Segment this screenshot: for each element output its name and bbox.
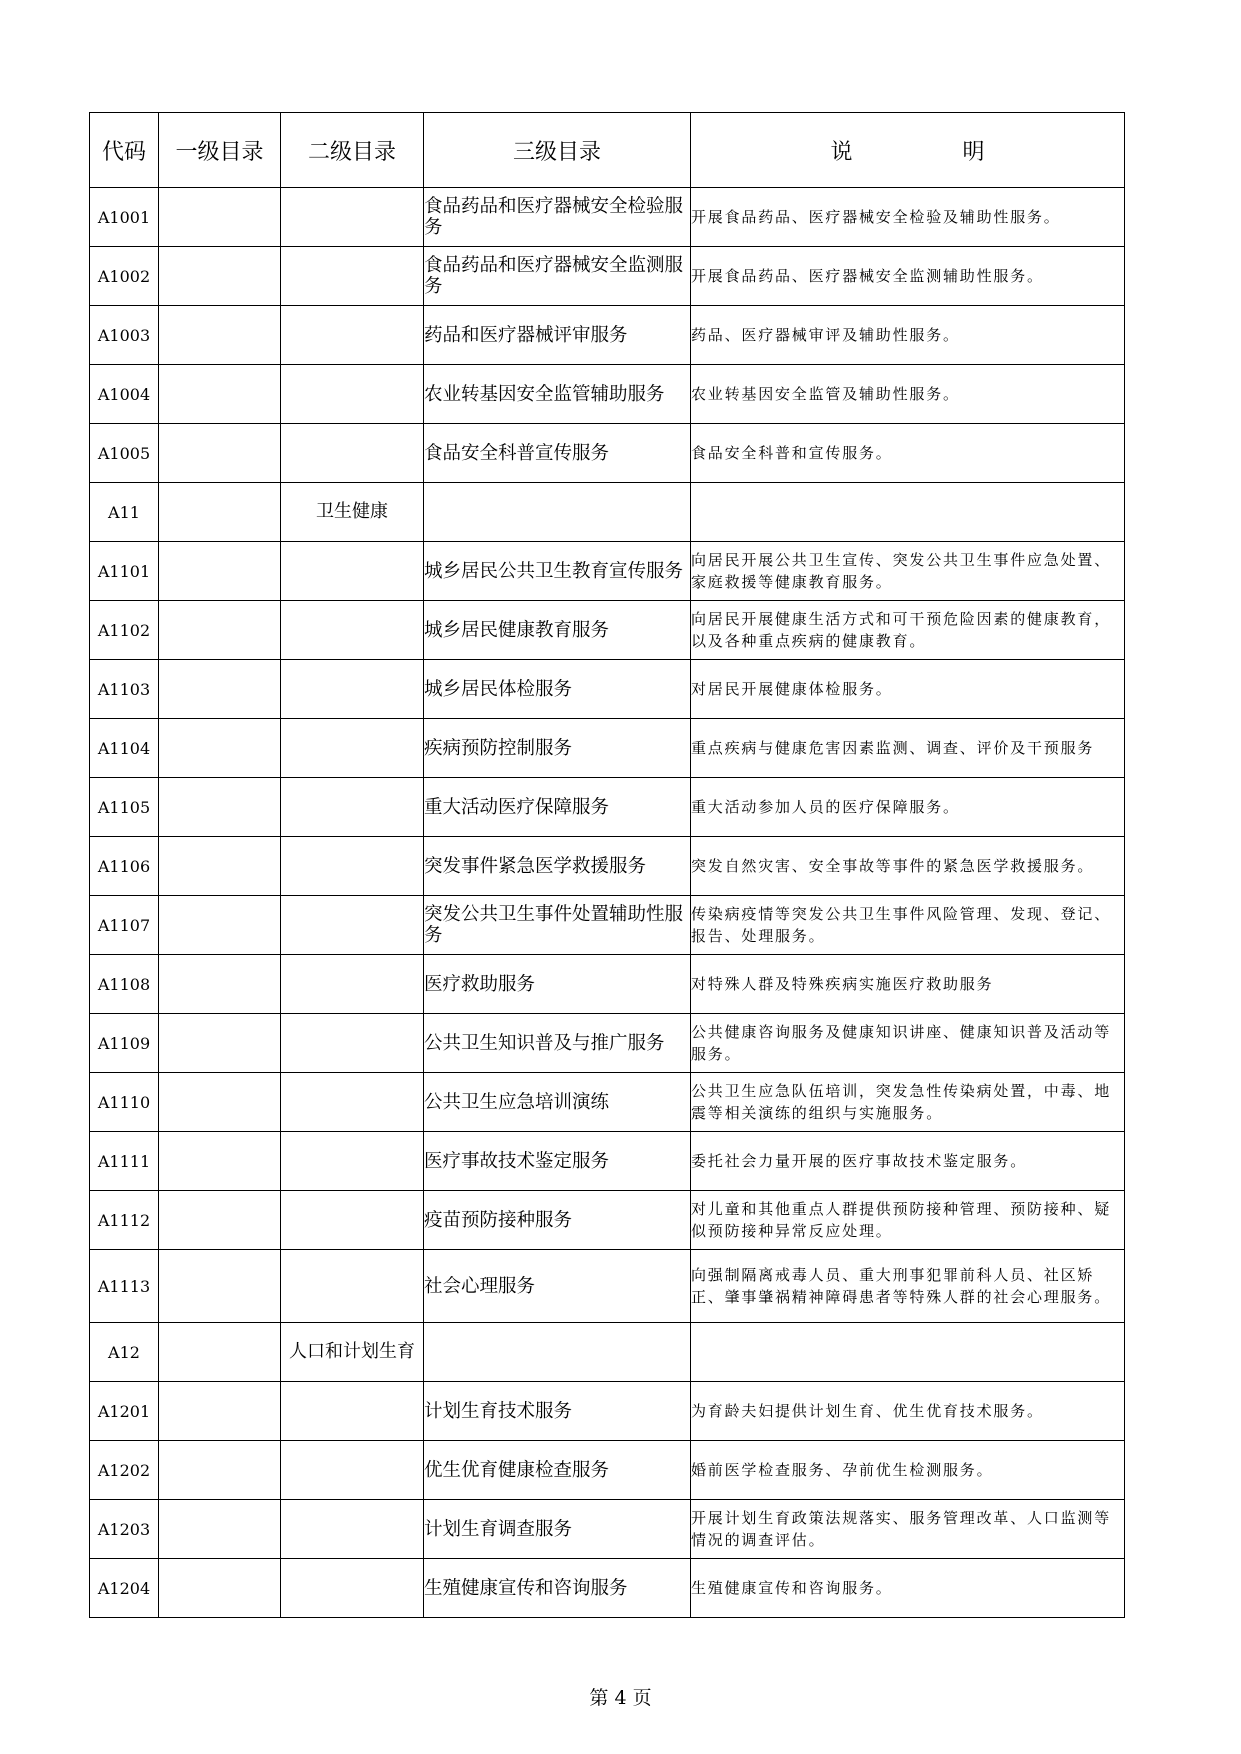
cell-level2 [281,719,424,778]
cell-level2: 卫生健康 [281,483,424,542]
cell-level3: 公共卫生知识普及与推广服务 [424,1014,691,1073]
cell-level1 [159,955,281,1014]
table-row [90,778,1125,837]
cell-code: A11 [90,483,159,542]
table-row [90,424,1125,483]
header-row [90,113,1125,188]
cell-level3: 优生优育健康检查服务 [424,1441,691,1500]
cell-level2 [281,188,424,247]
cell-description: 传染病疫情等突发公共卫生事件风险管理、发现、登记、报告、处理服务。 [691,896,1125,955]
cell-level1 [159,778,281,837]
cell-level2 [281,1559,424,1618]
cell-level2 [281,896,424,955]
cell-description: 食品安全科普和宣传服务。 [691,424,1125,483]
cell-description [691,483,1125,542]
cell-description [691,1323,1125,1382]
cell-level3 [424,483,691,542]
cell-level3: 社会心理服务 [424,1250,691,1323]
cell-level3: 城乡居民体检服务 [424,660,691,719]
cell-level1 [159,1014,281,1073]
cell-level1 [159,1441,281,1500]
cell-level3: 城乡居民公共卫生教育宣传服务 [424,542,691,601]
cell-code: A1001 [90,188,159,247]
table-row [90,483,1125,542]
cell-level1 [159,1250,281,1323]
cell-level2 [281,424,424,483]
cell-description: 农业转基因安全监管及辅助性服务。 [691,365,1125,424]
catalog-table [89,112,1125,1618]
cell-level1 [159,601,281,660]
cell-level1 [159,1073,281,1132]
cell-level1 [159,1191,281,1250]
cell-description: 突发自然灾害、安全事故等事件的紧急医学救援服务。 [691,837,1125,896]
cell-level3: 突发公共卫生事件处置辅助性服务 [424,896,691,955]
page-number: 第 4 页 [589,1687,652,1709]
cell-code: A1112 [90,1191,159,1250]
cell-level1 [159,1323,281,1382]
cell-level2 [281,1014,424,1073]
cell-code: A1106 [90,837,159,896]
cell-code: A1113 [90,1250,159,1323]
cell-level2 [281,247,424,306]
cell-level3: 疫苗预防接种服务 [424,1191,691,1250]
cell-level1 [159,660,281,719]
cell-level3: 疾病预防控制服务 [424,719,691,778]
cell-level3: 计划生育调查服务 [424,1500,691,1559]
cell-level2 [281,1132,424,1191]
table-row [90,601,1125,660]
cell-code: A1202 [90,1441,159,1500]
cell-description: 为育龄夫妇提供计划生育、优生优育技术服务。 [691,1382,1125,1441]
cell-code: A1102 [90,601,159,660]
cell-level2 [281,1250,424,1323]
table-row [90,1559,1125,1618]
table-row [90,660,1125,719]
table-row [90,365,1125,424]
cell-level3: 食品药品和医疗器械安全监测服务 [424,247,691,306]
cell-level2 [281,306,424,365]
cell-level1 [159,365,281,424]
cell-level1 [159,424,281,483]
cell-level1 [159,542,281,601]
table-row [90,1441,1125,1500]
cell-level1 [159,837,281,896]
cell-level3: 食品药品和医疗器械安全检验服务 [424,188,691,247]
cell-level3: 农业转基因安全监管辅助服务 [424,365,691,424]
cell-code: A1002 [90,247,159,306]
cell-code: A1203 [90,1500,159,1559]
cell-level2 [281,1073,424,1132]
cell-level3 [424,1323,691,1382]
cell-level1 [159,1559,281,1618]
cell-level2 [281,1191,424,1250]
cell-description: 对特殊人群及特殊疾病实施医疗救助服务 [691,955,1125,1014]
cell-description: 公共卫生应急队伍培训，突发急性传染病处置，中毒、地震等相关演练的组织与实施服务。 [691,1073,1125,1132]
table-row [90,1073,1125,1132]
cell-level3: 重大活动医疗保障服务 [424,778,691,837]
cell-level1 [159,1382,281,1441]
cell-code: A1109 [90,1014,159,1073]
table-row [90,1191,1125,1250]
cell-description: 对居民开展健康体检服务。 [691,660,1125,719]
cell-description: 开展计划生育政策法规落实、服务管理改革、人口监测等情况的调查评估。 [691,1500,1125,1559]
cell-description: 重点疾病与健康危害因素监测、调查、评价及干预服务 [691,719,1125,778]
cell-level3: 医疗救助服务 [424,955,691,1014]
table-row [90,1132,1125,1191]
cell-level3: 医疗事故技术鉴定服务 [424,1132,691,1191]
cell-level2 [281,542,424,601]
cell-description: 重大活动参加人员的医疗保障服务。 [691,778,1125,837]
table-row [90,188,1125,247]
cell-description: 开展食品药品、医疗器械安全监测辅助性服务。 [691,247,1125,306]
cell-description: 公共健康咨询服务及健康知识讲座、健康知识普及活动等服务。 [691,1014,1125,1073]
cell-code: A1110 [90,1073,159,1132]
table-row [90,306,1125,365]
cell-description: 婚前医学检查服务、孕前优生检测服务。 [691,1441,1125,1500]
cell-level1 [159,1132,281,1191]
table-row [90,1500,1125,1559]
cell-code: A1101 [90,542,159,601]
cell-code: A1201 [90,1382,159,1441]
cell-level1 [159,306,281,365]
cell-code: A12 [90,1323,159,1382]
cell-level2 [281,778,424,837]
cell-code: A1108 [90,955,159,1014]
header-description: 说 明 [691,113,1125,188]
cell-description: 生殖健康宣传和咨询服务。 [691,1559,1125,1618]
cell-code: A1204 [90,1559,159,1618]
cell-description: 向居民开展健康生活方式和可干预危险因素的健康教育，以及各种重点疾病的健康教育。 [691,601,1125,660]
cell-level2 [281,1500,424,1559]
cell-level1 [159,1500,281,1559]
cell-level1 [159,483,281,542]
header-level3: 三级目录 [424,113,691,188]
table-row [90,542,1125,601]
cell-level2 [281,1441,424,1500]
cell-description: 向居民开展公共卫生宣传、突发公共卫生事件应急处置、家庭救援等健康教育服务。 [691,542,1125,601]
cell-level2 [281,601,424,660]
cell-level2: 人口和计划生育 [281,1323,424,1382]
header-code: 代码 [90,113,159,188]
cell-description: 对儿童和其他重点人群提供预防接种管理、预防接种、疑似预防接种异常反应处理。 [691,1191,1125,1250]
cell-level1 [159,188,281,247]
table-body [90,188,1125,1618]
table-row [90,837,1125,896]
cell-code: A1104 [90,719,159,778]
cell-code: A1003 [90,306,159,365]
cell-level3: 计划生育技术服务 [424,1382,691,1441]
table-row [90,896,1125,955]
cell-level2 [281,837,424,896]
cell-code: A1005 [90,424,159,483]
cell-level3: 突发事件紧急医学救援服务 [424,837,691,896]
table-row [90,1323,1125,1382]
cell-level2 [281,660,424,719]
cell-description: 委托社会力量开展的医疗事故技术鉴定服务。 [691,1132,1125,1191]
header-level2: 二级目录 [281,113,424,188]
cell-description: 药品、医疗器械审评及辅助性服务。 [691,306,1125,365]
table-row [90,1250,1125,1323]
cell-level1 [159,896,281,955]
table-row [90,247,1125,306]
cell-level3: 生殖健康宣传和咨询服务 [424,1559,691,1618]
cell-level3: 城乡居民健康教育服务 [424,601,691,660]
table-row [90,1382,1125,1441]
table-row [90,1014,1125,1073]
cell-code: A1111 [90,1132,159,1191]
cell-level3: 食品安全科普宣传服务 [424,424,691,483]
cell-level3: 药品和医疗器械评审服务 [424,306,691,365]
cell-code: A1107 [90,896,159,955]
table-row [90,719,1125,778]
cell-level3: 公共卫生应急培训演练 [424,1073,691,1132]
header-level1: 一级目录 [159,113,281,188]
cell-level1 [159,247,281,306]
cell-level2 [281,365,424,424]
cell-level1 [159,719,281,778]
cell-level2 [281,1382,424,1441]
table-row [90,955,1125,1014]
cell-code: A1004 [90,365,159,424]
cell-code: A1103 [90,660,159,719]
cell-description: 开展食品药品、医疗器械安全检验及辅助性服务。 [691,188,1125,247]
cell-code: A1105 [90,778,159,837]
cell-level2 [281,955,424,1014]
cell-description: 向强制隔离戒毒人员、重大刑事犯罪前科人员、社区矫正、肇事肇祸精神障碍患者等特殊人群的社会心理服务。 [691,1250,1125,1323]
